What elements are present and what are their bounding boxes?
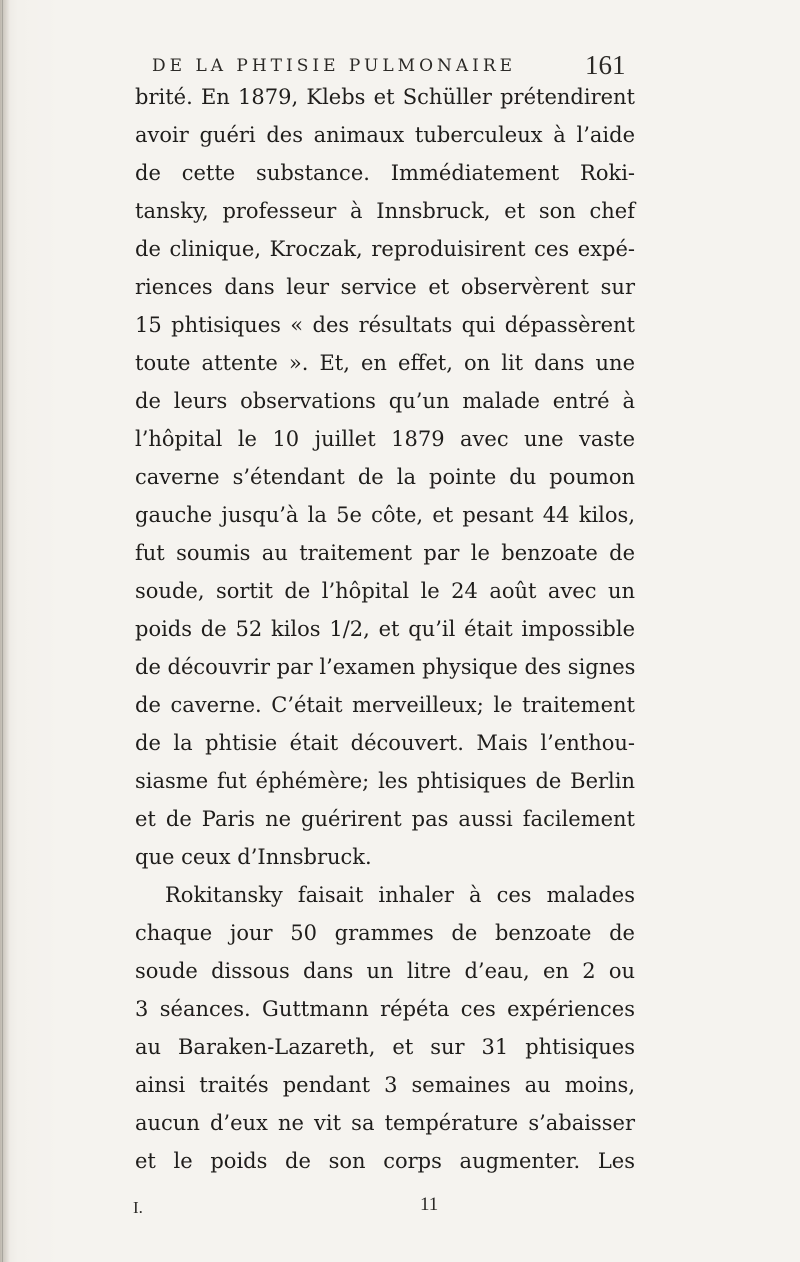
text-line: et le poids de son corps augmenter. Les [135, 1149, 635, 1173]
text-line: poids de 52 kilos 1/2, et qu’il était impossible [135, 617, 635, 641]
text-line: gauche jusqu’à la 5e côte, et pesant 44 kilos, [135, 503, 635, 527]
text-line: aucun d’eux ne vit sa température s’abaisser [135, 1111, 635, 1135]
page-number: 161 [585, 50, 626, 80]
text-line: brité. En 1879, Klebs et Schüller prétendirent [135, 85, 635, 109]
text-line: de la phtisie était découvert. Mais l’enthou- [135, 731, 635, 755]
text-line: l’hôpital le 10 juillet 1879 avec une vaste [135, 427, 635, 451]
signature-mark: I. [133, 1198, 143, 1217]
text-line: toute attente ». Et, en effet, on lit dans une [135, 351, 635, 375]
text-line: soude, sortit de l’hôpital le 24 août avec un [135, 579, 635, 603]
text-line: au Baraken-Lazareth, et sur 31 phtisiques [135, 1035, 635, 1059]
text-line: de caverne. C’était merveilleux; le traitement [135, 693, 635, 717]
text-line: de cette substance. Immédiatement Roki- [135, 161, 635, 185]
text-line: ainsi traités pendant 3 semaines au moins, [135, 1073, 635, 1097]
text-line: 3 séances. Guttmann répéta ces expériences [135, 997, 635, 1021]
text-line: fut soumis au traitement par le benzoate de [135, 541, 635, 565]
text-line: avoir guéri des animaux tuberculeux à l’aide [135, 123, 635, 147]
text-line: caverne s’étendant de la pointe du poumon [135, 465, 635, 489]
text-line: que ceux d’Innsbruck. [135, 845, 372, 869]
binding-line [2, 0, 3, 1262]
signature-number: 11 [420, 1194, 439, 1215]
text-line: de leurs observations qu’un malade entré à [135, 389, 635, 413]
text-line: siasme fut éphémère; les phtisiques de Berlin [135, 769, 635, 793]
text-line: Rokitansky faisait inhaler à ces malades [165, 883, 635, 907]
text-line: soude dissous dans un litre d’eau, en 2 ou [135, 959, 635, 983]
running-head: DE LA PHTISIE PULMONAIRE [152, 56, 517, 76]
text-line: de clinique, Kroczak, reproduisirent ces expé- [135, 237, 635, 261]
text-line: de découvrir par l’examen physique des signes [135, 655, 636, 679]
text-line: riences dans leur service et observèrent sur [135, 275, 635, 299]
text-line: 15 phtisiques « des résultats qui dépassèrent [135, 313, 635, 337]
text-line: tansky, professeur à Innsbruck, et son chef [135, 199, 635, 223]
text-line: et de Paris ne guérirent pas aussi facilement [135, 807, 635, 831]
text-line: chaque jour 50 grammes de benzoate de [135, 921, 635, 945]
